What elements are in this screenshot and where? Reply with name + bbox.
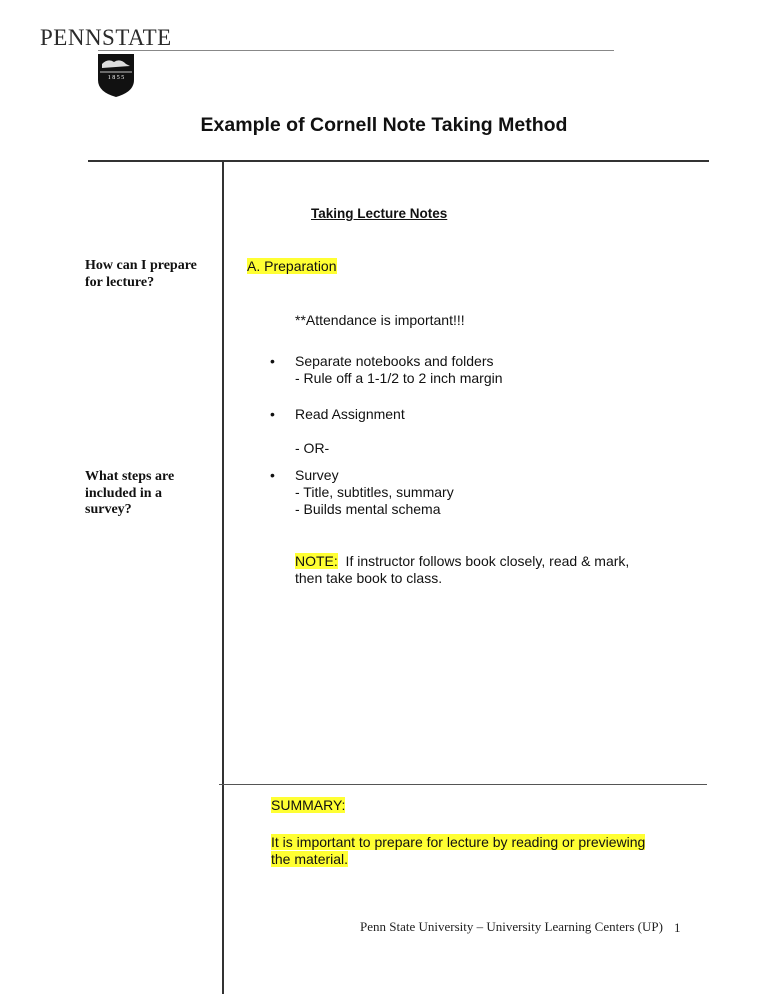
note-label: NOTE:	[295, 553, 338, 569]
summary-text-line-2: the material.	[271, 851, 349, 867]
bullet-subitem-schema: - Builds mental schema	[295, 501, 441, 517]
bullet-icon: •	[270, 353, 275, 369]
top-divider	[88, 160, 709, 162]
bullet-item-notebooks: Separate notebooks and folders	[295, 353, 494, 369]
attendance-note: **Attendance is important!!!	[295, 312, 465, 328]
bullet-icon: •	[270, 467, 275, 483]
note-text-continued: then take book to class.	[295, 570, 443, 586]
note-text: If instructor follows book closely, read & mark,	[337, 553, 630, 569]
header-rule	[98, 50, 614, 51]
pennstate-logo-text: PENNSTATE	[40, 25, 172, 50]
bullet-item-read-assignment: Read Assignment	[295, 406, 405, 422]
page-title: Example of Cornell Note Taking Method	[200, 114, 568, 136]
summary-label: SUMMARY:	[271, 797, 346, 813]
bullet-item-survey: Survey	[295, 467, 339, 483]
cue-column-divider	[222, 161, 224, 994]
bullet-subitem-titles: - Title, subtitles, summary	[295, 484, 454, 500]
bullet-icon: •	[270, 406, 275, 422]
summary-divider	[219, 784, 707, 785]
heading-preparation: A. Preparation	[247, 258, 337, 274]
footer-text: Penn State University – University Learning Centers (UP)	[360, 919, 663, 934]
or-separator: - OR-	[295, 440, 330, 456]
page-number: 1	[674, 920, 681, 935]
bullet-subitem-margin: - Rule off a 1-1/2 to 2 inch margin	[295, 370, 503, 386]
cue-question-1: How can I prepare for lecture?	[85, 258, 197, 290]
pennstate-shield-icon	[96, 52, 136, 98]
section-heading: Taking Lecture Notes	[311, 206, 448, 221]
summary-text-line-1: It is important to prepare for lecture by reading or previewing	[271, 834, 646, 850]
cue-question-2: What steps are included in a survey?	[85, 469, 175, 517]
shield-year: 1 8 5 5	[107, 75, 125, 81]
